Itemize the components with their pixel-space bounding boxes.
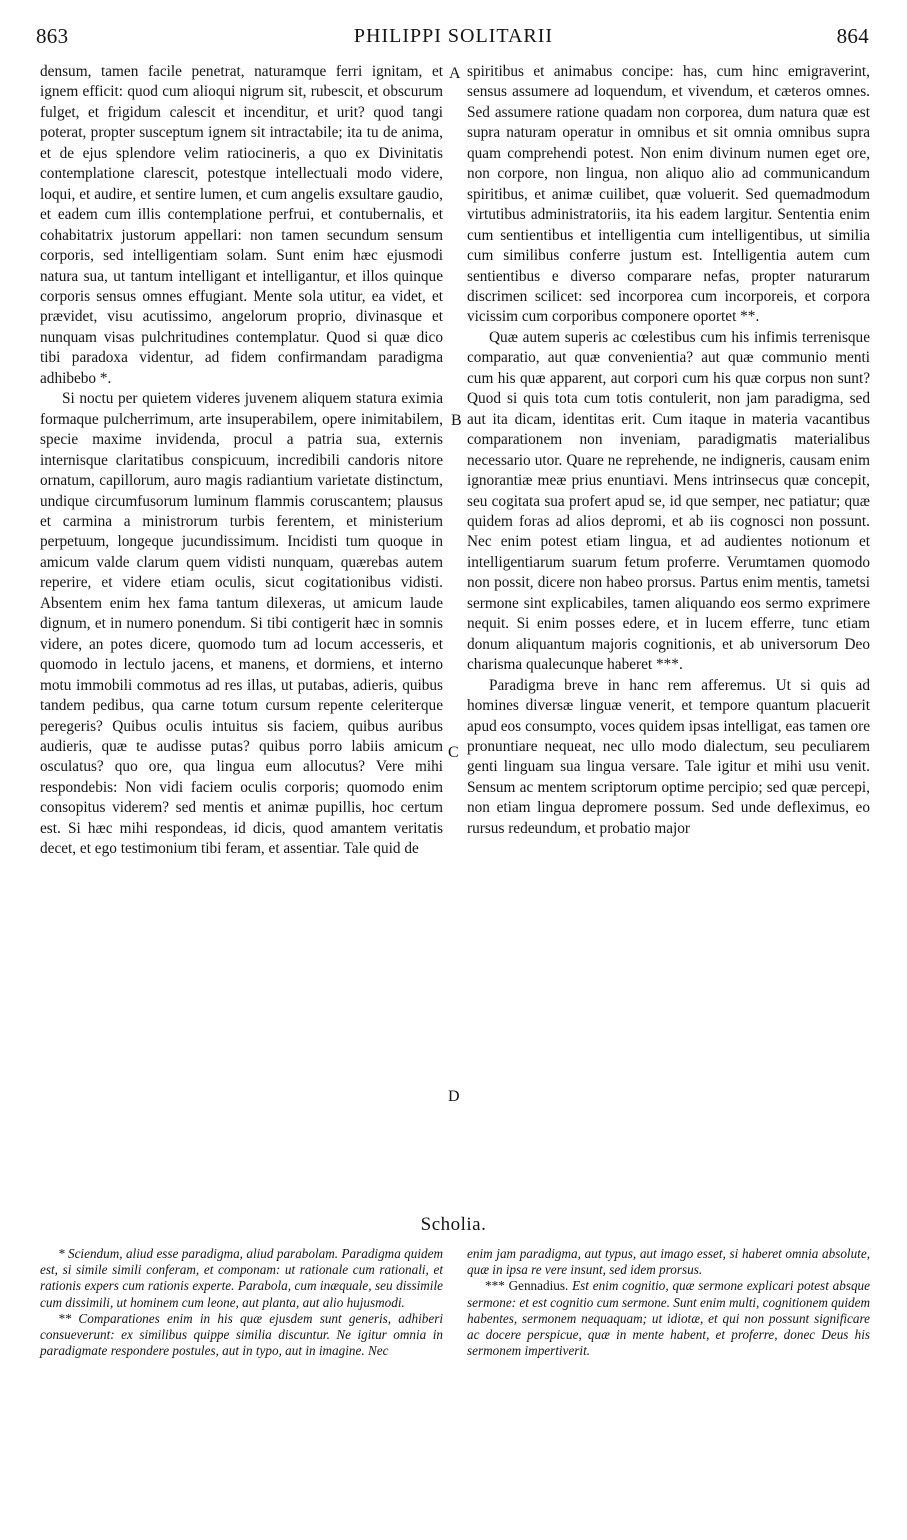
scholion-3 — [467, 1278, 870, 1359]
right-paragraph-3: Paradigma breve in hanc rem afferemus. Ut si quis ad homines diversæ linguæ venerit, et tempore quantum placuerit apud eos consumpto, voces quidem ipsas intelligat, eas tamen ore pronuntiare nequeat, nec ullo modo dialectum, seu peculiarem genti linguam sua lingua versare. Tale igitur et mihi usu venit. Sensum ac mentem scriptorum optime percipio; sed quæ percepi, non etiam lingua depromere possum. Sed unde defleximus, eo rursus redeundum, et probatio major — [467, 676, 870, 837]
scholia-heading: Scholia. — [420, 1214, 487, 1235]
left-paragraph-1: densum, tamen facile penetrat, naturamque ferri ignitam, et ignem efficit: quod cum alioqui nigrum sit, rubescit, et obscurum fulget, et frigidum calescit et incenditur, et urit? quod tangi poterat, propter susceptum ignem sit intractabile; ita tu de anima, et de ejus splendore velim ratiocineris, a quo ex Divinitatis contemplatione clarescit, potestque intellectuali modo videre, loqui, et audire, et sentire lumen, et cum angelis exsultare gaudio, et eadem cum illis contemplatione perfrui, et contubernalis, et cohabitatrix justorum appellari: non tamen secundum sensum corporis, sed intelligentiam solam. Sunt enim hæc ejusmodi natura sua, ut tantum intelligant et intelligantur, et illos quinque corporis sensus omnes effugiant. Mente sola utitur, ea videt, et prævidet, visu acutissimo, angelorum proprio, divinasque et nunquam visas pulchritudines contemplatur. Quod si quæ dico tibi paradoxa videntur, ad fidem confirmandam paradigma adhibebo *. — [40, 63, 443, 387]
margin-letter-c: C — [448, 744, 459, 761]
margin-letter-d: D — [448, 1088, 460, 1105]
margin-letter-a: A — [449, 65, 461, 82]
scholion-2: ** Comparationes enim in his quæ ejusdem sunt generis, adhiberi consueverunt: ex similibus quippe similia discuntur. Ne igitur omnia in paradigmate respondere postules, aut in typo, aut in imagine. Nec — [40, 1310, 443, 1359]
scholia-right-column — [467, 1246, 870, 1359]
right-text-column — [467, 62, 870, 839]
scholia-left-column — [40, 1246, 443, 1359]
running-title: PHILIPPI SOLITARII — [353, 25, 554, 47]
margin-letter-b: B — [451, 412, 462, 429]
right-page-number: 864 — [836, 24, 869, 48]
scholion-3-text: Est enim cognitio, quæ sermone explicari potest absque sermone: et est cognitio cum sermone. Sunt enim multi, cognitionem quidem habentes, sermonem nequaquam; ut idiotæ, et qui non possunt significare ac docere perspicue, quæ in mente habent, et proferre, donec Deus his sermonem impertiverit. — [467, 1278, 871, 1359]
right-paragraph-1: spiritibus et animabus concipe: has, cum hinc emigraverint, sensus assumere ad loquendum, et vivendum, et cæteros omnes. Sed assumere ratione quadam non corporea, dum natura quæ est supra naturam operatur in omnibus et sit omnia omnibus supra quam comprehendi potest. Non enim divinum numen eget ore, non corpore, non lingua, non aliquo alio ad communicandum spiritibus, et animæ cuilibet, quæ voluerit. Sed quemadmodum virtutibus administratoriis, ita his eadem largitur. Sententia enim cum sentientibus et intelligentia cum intelligentibus, ut similia cum similibus conferre justum est. Intelligentia autem cum sentientibus e diverso comparare nefas, propter naturarum discrimen scilicet: sed incorporea cum incorporeis, et corpora vicissim cum corporibus componere oportet **. — [467, 63, 870, 326]
left-paragraph-2: Si noctu per quietem videres juvenem aliquem statura eximia formaque pulcherrimum, arte insuperabilem, opere inimitabilem, specie maxime invidenda, procul a patria sua, externis internisque claritatibus conspicuum, incredibili candoris nitore ornatum, capillorum, auro magis radiantium varietate distinctum, undique circumfusorum luminum flammis coruscantem; plausus et carmina a ministrorum turbis ferentem, et ministerium perpetuum, longeque jucundissimum. Incidisti tum quoque in amicum valde clarum quem vidisti nunquam, quærebas autem reperire, et videre etiam oculis, sicut cogitationibus vidisti. Absentem enim hex fama tantum dilexeras, ut amicum laude dignum, et in numero ponendum. Si tibi contigerit hæc in somnis videre, an potes dicere, quomodo tum ad locum accesseris, et quomodo in lectulo jacens, et manens, et dormiens, et interno motu immobili commotus ad res illas, ut putabas, adieris, quibus tandem pedibus, qua carne totum cursum repente celeriterque peregeris? Quibus oculis intuitus sis faciem, quibus auribus audieris, quæ te audisse putas? quibus porro labiis amicum osculatus? quo ore, qua lingua eum allocutus? Vere mihi respondebis: Non vidi faciem oculis corporis; quomodo enim consopitus viderem? sed mentis et animæ pupillis, hoc certum est. Si hæc mihi respondeas, id dicis, quod amantem veritatis decet, et ego testimonium tibi feram, et assentiar. Tale quid de — [40, 390, 443, 858]
left-text-column — [40, 62, 443, 860]
scholion-2-continued: enim jam paradigma, aut typus, aut imago esset, si haberet omnia absolute, quæ in ipsa re vere insunt, sed idem prorsus. — [467, 1246, 870, 1278]
right-paragraph-2: Quæ autem superis ac cœlestibus cum his infimis terrenisque comparatio, aut quæ convenientia? aut quæ communio menti cum his quæ apparent, aut corpori cum his quæ corpus non sunt? Quod si quis tota cum totis contulerit, non jam paradigma, sed aut ita dicam, identitas erit. Cum itaque in materia vacantibus comparationem non inveniam, paradigmatis materialibus necessario utor. Quare ne reprehende, ne indigneris, causam enim ignorantiæ meæ prius enuntiavi. Mens intrinsecus quæ concepit, seu cogitata sua profert apud se, id que semper, nec patiatur; quæ quidem foras ad alios depromi, et ab iis cognosci non possunt. Nec enim potest etiam lingua, et ad audientes notionum et intelligentiarum suarum fetum proferre. Verumtamen quomodo non possit, dicere non habeo prorsus. Partus enim mentis, tametsi sermone sint explicabiles, tamen aliquando eos sermo exprimere nequit. Si enim posses edere, et in lucem efferre, tunc etiam donum aliquantum majoris cognitionis, et ab universorum Deo charisma qualecunque haberet ***. — [467, 328, 870, 674]
scholion-1: * Sciendum, aliud esse paradigma, aliud parabolam. Paradigma quidem est, si simile simili conferam, et componam: ut rationale cum rationali, et rationis expers cum rationis experte. Parabola, cum inæquale, seu dissimile cum dissimili, ut hominem cum leone, aut planta, aut alio hujusmodi. — [40, 1246, 443, 1310]
left-page-number: 863 — [36, 24, 69, 48]
scholion-3-marker: *** Gennadius. — [485, 1278, 569, 1294]
